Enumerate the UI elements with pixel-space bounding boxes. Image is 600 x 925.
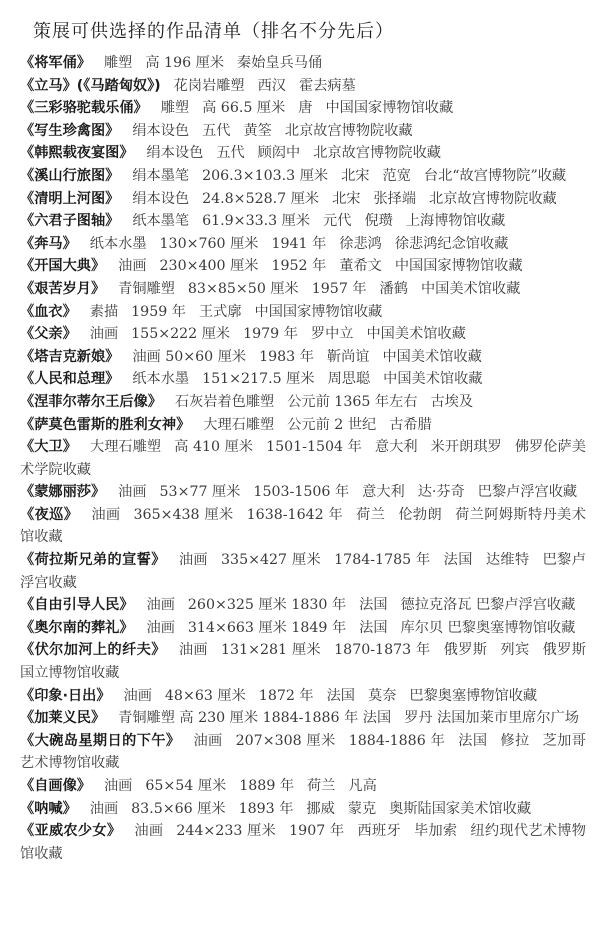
artwork-detail: 北宋 [332, 190, 361, 207]
artwork-detail: 中国国家博物馆收藏 [325, 100, 454, 117]
artwork-detail: 230×400 厘米 [159, 258, 259, 275]
artwork-detail: 1941 年 [271, 235, 327, 252]
artwork-detail: 巴黎卢浮宫收藏 [20, 552, 586, 591]
artwork-item [20, 323, 586, 346]
artwork-title: 《奥尔南的葬礼》 [20, 619, 134, 636]
artwork-detail: 德拉克洛瓦 巴黎卢浮宫收藏 [400, 597, 576, 614]
artwork-detail: 修拉 [500, 732, 530, 749]
artwork-detail: 绢本设色 [146, 145, 204, 162]
artwork-detail: 石灰岩着色雕塑 [174, 393, 275, 410]
artwork-item [20, 504, 586, 549]
artwork-detail: 335×427 厘米 [221, 552, 322, 569]
artwork-title: 《自画像》 [20, 778, 91, 794]
artwork-detail: 高 410 厘米 [174, 439, 254, 456]
artwork-detail: 155×222 厘米 [131, 326, 231, 343]
artwork-detail: 佛罗伦萨美术学院收藏 [20, 439, 586, 478]
artwork-detail: 油画 50×60 厘米 [132, 348, 247, 365]
artwork-detail: 1952 年 [271, 258, 327, 275]
artwork-detail: 花岗岩雕塑 [173, 77, 245, 94]
artwork-detail: 131×281 厘米 [221, 642, 322, 659]
artwork-detail: 绢本设色 [132, 122, 190, 139]
artwork-detail: 1959 年 [131, 303, 186, 320]
artwork-title: 《开国大典》 [20, 258, 106, 275]
artwork-detail: 古埃及 [430, 393, 474, 410]
artwork-detail: 素描 [89, 303, 119, 320]
artwork-detail: 巴黎卢浮宫收藏 [477, 484, 578, 501]
artwork-title: 《溪山行旅图》 [20, 167, 120, 184]
artwork-detail: 芝加哥艺术博物馆收藏 [20, 732, 586, 772]
artwork-item [20, 278, 586, 301]
artwork-detail: 纸本墨笔 [132, 213, 190, 230]
artwork-detail: 罗中立 [310, 326, 354, 343]
artwork-detail: 高 196 厘米 [145, 55, 225, 71]
artwork-item [20, 188, 586, 211]
artwork-title: 《夜巡》 [20, 506, 79, 523]
artwork-detail: 北京故宫博物院收藏 [313, 145, 441, 162]
artwork-detail: 1907 年 [289, 823, 345, 840]
artwork-item [20, 436, 586, 481]
artwork-detail: 五代 [202, 122, 231, 139]
artwork-detail: 纽约现代艺术博物馆收藏 [20, 823, 586, 862]
artwork-detail: 董希文 [339, 258, 382, 275]
artwork-detail: 中国美术馆收藏 [420, 280, 521, 297]
artwork-detail: 260×325 厘米 1830 年 [187, 597, 347, 614]
artwork-detail: 1638-1642 年 [246, 506, 344, 523]
artwork-detail: 1870-1873 年 [334, 642, 431, 659]
artwork-detail: 中国美术馆收藏 [383, 371, 483, 388]
artwork-title: 《血衣》 [20, 303, 77, 320]
artwork-detail: 1501-1504 年 [266, 439, 362, 456]
artwork-title: 《荷拉斯兄弟的宣誓》 [20, 552, 166, 569]
artwork-detail: 青铜雕塑 高 230 厘米 1884-1886 年 法国 [118, 710, 392, 727]
artwork-detail: 24.8×528.7 厘米 [202, 190, 320, 207]
artwork-detail: 青铜雕塑 [118, 280, 175, 297]
artwork-title: 《蒙娜丽莎》 [20, 484, 106, 501]
artwork-detail: 法国 [359, 619, 388, 636]
artwork-item [20, 594, 586, 617]
artwork-detail: 1889 年 [239, 778, 295, 794]
artwork-detail: 公元前 1365 年左右 [287, 393, 418, 410]
artwork-detail: 挪威 [306, 800, 335, 817]
artwork-detail: 1979 年 [243, 326, 298, 343]
artwork-detail: 莫奈 [368, 687, 397, 704]
artwork-detail: 雕塑 [160, 100, 190, 117]
document-title: 策展可供选择的作品清单（排名不分先后） [33, 21, 394, 42]
artwork-detail: 纸本水墨 [132, 371, 190, 388]
artwork-detail: 中国国家博物馆收藏 [254, 303, 383, 320]
artwork-detail: 65×54 厘米 [145, 778, 227, 794]
artwork-detail: 上海博物馆收藏 [405, 213, 506, 230]
artwork-item [20, 210, 586, 233]
artwork-detail: 达维特 [485, 552, 530, 569]
artwork-title: 《六君子图轴》 [20, 213, 120, 230]
artwork-title: 《艰苦岁月》 [20, 280, 106, 297]
artwork-detail: 靳尚谊 [326, 348, 370, 365]
artwork-title: 《将军俑》 [20, 55, 91, 71]
artwork-item [20, 142, 586, 165]
artwork-item [20, 75, 586, 98]
artwork-detail: 王式廓 [198, 303, 242, 320]
artwork-detail: 61.9×33.3 厘米 [202, 213, 311, 230]
artwork-detail: 1983 年 [259, 348, 314, 365]
artwork-detail: 中国美术馆收藏 [382, 348, 482, 365]
artwork-item [20, 730, 586, 775]
artwork-detail: 法国 [359, 597, 388, 614]
artwork-detail: 151×217.5 厘米 [202, 371, 315, 388]
artwork-detail: 徐悲鸿纪念馆收藏 [394, 235, 509, 252]
artwork-detail: 西班牙 [357, 823, 401, 840]
artwork-detail: 48×63 厘米 [164, 687, 246, 704]
artwork-detail: 凡高 [348, 778, 377, 794]
artwork-title: 《加莱义民》 [20, 710, 106, 727]
artwork-item [20, 368, 586, 391]
artwork-detail: 荷兰阿姆斯特丹美术馆收藏 [20, 506, 586, 546]
artwork-detail: 法国 [443, 552, 473, 569]
artwork-detail: 奥斯陆国家美术馆收藏 [389, 800, 532, 817]
artwork-detail: 油画 [146, 597, 175, 614]
artwork-detail: 荷兰 [356, 506, 386, 523]
artwork-item [20, 685, 586, 708]
artwork-detail: 1872 年 [258, 687, 314, 704]
artwork-item [20, 346, 586, 369]
artwork-detail: 列宾 [500, 642, 530, 659]
artwork-detail: 油画 [146, 619, 175, 636]
artwork-title: 《人民和总理》 [20, 371, 120, 388]
artwork-detail: 台北“故宫博物院”收藏 [423, 167, 567, 184]
artwork-title: 《涅菲尔蒂尔王后像》 [20, 393, 162, 410]
artwork-title: 《三彩骆驼载乐俑》 [20, 100, 148, 117]
artwork-detail: 油画 [103, 778, 133, 794]
artwork-detail: 周思聪 [327, 371, 371, 388]
artwork-detail: 1893 年 [238, 800, 294, 817]
artwork-detail: 巴黎奥塞博物馆收藏 [409, 687, 538, 704]
artwork-detail: 油画 [178, 642, 209, 659]
artwork-detail: 唐 [298, 100, 313, 117]
artwork-item [20, 820, 586, 865]
artwork-title: 《清明上河图》 [20, 190, 120, 207]
artwork-detail: 油画 [193, 732, 223, 749]
artwork-detail: 高 66.5 厘米 [202, 100, 286, 117]
artwork-detail: 顾闳中 [257, 145, 301, 162]
artwork-detail: 油画 [89, 800, 119, 817]
artwork-detail: 油画 [134, 823, 164, 840]
artwork-detail: 蒙克 [347, 800, 377, 817]
artwork-item [20, 301, 586, 324]
artwork-detail: 53×77 厘米 [159, 484, 241, 501]
artwork-detail: 纸本水墨 [89, 235, 147, 252]
artwork-item [20, 639, 586, 684]
artwork-detail: 北京故宫博物院收藏 [284, 122, 413, 139]
artwork-detail: 俄罗斯国立博物馆收藏 [20, 642, 586, 682]
artwork-detail: 库尔贝 巴黎奥塞博物馆收藏 [400, 619, 576, 636]
artwork-title: 《伏尔加河上的纤夫》 [20, 642, 166, 659]
artwork-title: 《大碗岛星期日的下午》 [20, 732, 181, 749]
artwork-detail: 绢本墨笔 [132, 167, 190, 184]
artwork-item [20, 165, 586, 188]
artwork-title: 《亚威农少女》 [20, 823, 122, 840]
artwork-item [20, 481, 586, 504]
artwork-detail: 北宋 [341, 167, 370, 184]
artwork-detail: 206.3×103.3 厘米 [202, 167, 329, 184]
artwork-title: 《大卫》 [20, 439, 77, 456]
artwork-detail: 法国 [326, 687, 355, 704]
artwork-detail: 1784-1785 年 [334, 552, 431, 569]
artwork-detail: 徐悲鸿 [339, 235, 382, 252]
artwork-detail: 元代 [323, 213, 352, 230]
artwork-detail: 毕加索 [413, 823, 458, 840]
artwork-detail: 油画 [89, 326, 119, 343]
artwork-detail: 油画 [178, 552, 209, 569]
artwork-detail: 314×663 厘米 1849 年 [187, 619, 347, 636]
artwork-item [20, 617, 586, 640]
artwork-detail: 五代 [216, 145, 245, 162]
artwork-detail: 中国美术馆收藏 [366, 326, 466, 343]
artwork-detail: 俄罗斯 [443, 642, 488, 659]
artwork-detail: 法国 [458, 732, 488, 749]
artwork-detail: 365×438 厘米 [133, 506, 234, 523]
artwork-detail: 潘鹤 [379, 280, 408, 297]
artwork-detail: 公元前 2 世纪 [287, 416, 377, 433]
artwork-item [20, 707, 586, 730]
artwork-item [20, 97, 586, 120]
artwork-title: 《写生珍禽图》 [20, 122, 120, 139]
artwork-item [20, 52, 586, 75]
artwork-detail: 伦勃朗 [398, 506, 443, 523]
artwork-detail: 绢本设色 [132, 190, 190, 207]
artwork-detail: 黄筌 [243, 122, 272, 139]
artwork-detail: 207×308 厘米 [235, 732, 336, 749]
artwork-detail: 意大利 [362, 484, 405, 501]
artwork-detail: 83×85×50 厘米 [187, 280, 299, 297]
artwork-detail: 意大利 [374, 439, 418, 456]
artwork-item [20, 233, 586, 256]
artwork-item [20, 798, 586, 821]
artwork-item [20, 414, 586, 437]
artwork-detail: 秦始皇兵马俑 [237, 55, 323, 71]
artwork-detail: 北京故宫博物院收藏 [429, 190, 557, 207]
artwork-detail: 古希腊 [389, 416, 432, 433]
artwork-item [20, 775, 586, 798]
artwork-title: 《自由引导人民》 [20, 597, 134, 614]
artwork-detail: 罗丹 法国加莱市里席尔广场 [404, 710, 579, 727]
artwork-title: 《父亲》 [20, 326, 77, 343]
artwork-list [20, 52, 586, 865]
artwork-detail: 1957 年 [311, 280, 367, 297]
artwork-detail: 1503-1506 年 [253, 484, 350, 501]
artwork-title: 《奔马》 [20, 235, 77, 252]
artwork-detail: 油画 [123, 687, 152, 704]
artwork-title: 《印象·日出》 [20, 687, 111, 704]
artwork-detail: 西汉 [257, 77, 286, 94]
artwork-item [20, 120, 586, 143]
artwork-detail: 霍去病墓 [299, 77, 356, 94]
artwork-title: 《立马》(《马踏匈奴》) [20, 77, 161, 94]
artwork-detail: 米开朗琪罗 [430, 439, 502, 456]
artwork-detail: 油画 [91, 506, 121, 523]
artwork-item [20, 549, 586, 594]
artwork-title: 《呐喊》 [20, 800, 77, 817]
artwork-detail: 倪瓒 [364, 213, 393, 230]
artwork-title: 《塔吉克新娘》 [20, 348, 120, 365]
artwork-title: 《萨莫色雷斯的胜利女神》 [20, 416, 191, 433]
artwork-detail: 荷兰 [307, 778, 336, 794]
artwork-item [20, 255, 586, 278]
artwork-detail: 130×760 厘米 [159, 235, 259, 252]
artwork-detail: 244×233 厘米 [176, 823, 277, 840]
artwork-detail: 大理石雕塑 [89, 439, 162, 456]
artwork-detail: 范宽 [382, 167, 411, 184]
artwork-detail: 油画 [118, 484, 147, 501]
artwork-detail: 张择端 [373, 190, 417, 207]
artwork-item [20, 391, 586, 414]
artwork-title: 《韩熙载夜宴图》 [20, 145, 134, 162]
artwork-detail: 大理石雕塑 [203, 416, 275, 433]
artwork-detail: 中国国家博物馆收藏 [394, 258, 523, 275]
artwork-detail: 83.5×66 厘米 [131, 800, 226, 817]
artwork-detail: 1884-1886 年 [348, 732, 446, 749]
artwork-detail: 油画 [118, 258, 147, 275]
artwork-detail: 雕塑 [103, 55, 133, 71]
artwork-detail: 达·芬奇 [417, 484, 465, 501]
